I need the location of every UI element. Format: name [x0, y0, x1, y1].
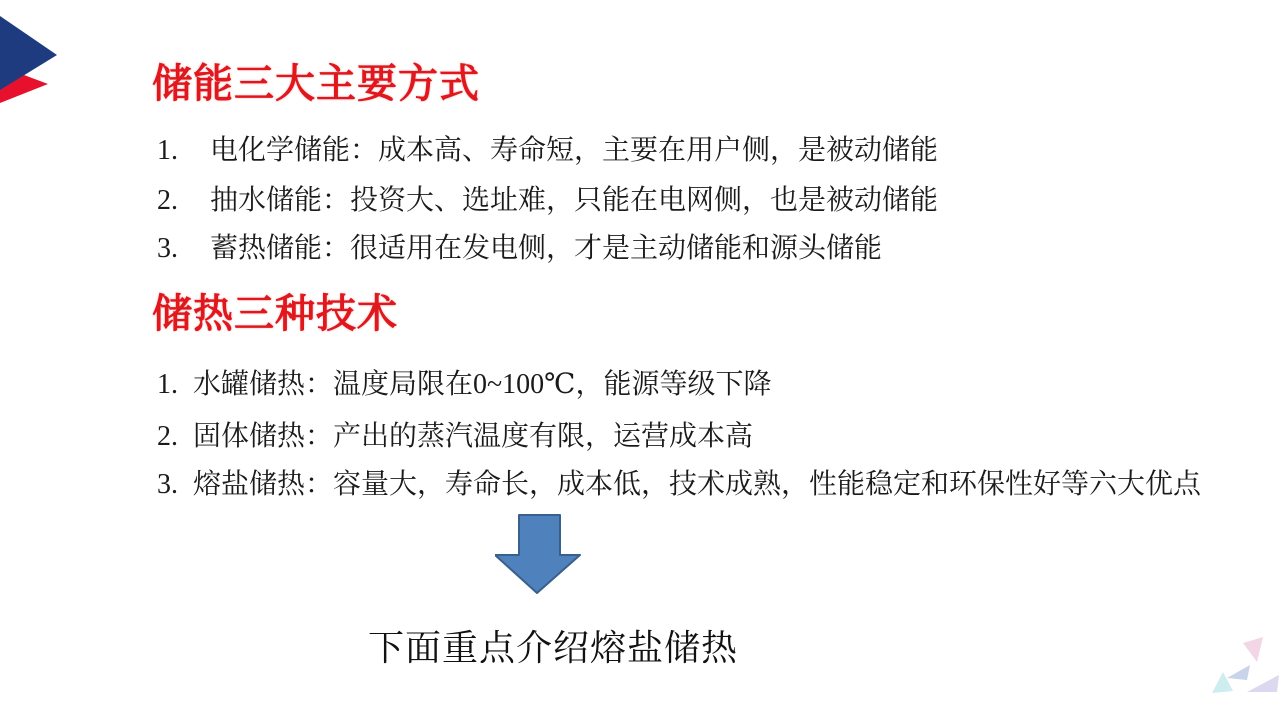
- list-item: [157, 368, 771, 402]
- list-item: [157, 420, 753, 454]
- list-item: [157, 184, 938, 218]
- list-item-text: 熔盐储热：容量大，寿命长，成本低，技术成熟，性能稳定和环保性好等六大优点: [193, 469, 1202, 500]
- list-item-text: 固体储热：产出的蒸汽温度有限，运营成本高: [193, 421, 754, 452]
- list-item-number: 2.: [157, 421, 178, 452]
- list-item-number: 3.: [157, 233, 178, 264]
- list-item-number: 1.: [157, 135, 178, 166]
- list-item-text: 抽水储能：投资大、选址难，只能在电网侧，也是被动储能: [210, 185, 939, 216]
- logo-lavender-triangle-icon: [1247, 675, 1279, 692]
- list-item-text: 蓄热储能：很适用在发电侧，才是主动储能和源头储能: [210, 233, 883, 264]
- list-item-text: 水罐储热：温度局限在0~100℃，能源等级下降: [193, 369, 772, 400]
- logo-watermark: [1205, 635, 1280, 697]
- corner-flag-decoration: [0, 0, 70, 110]
- conclusion-caption: 下面重点介绍熔盐储热: [368, 628, 739, 668]
- logo-cyan-triangle-icon: [1212, 672, 1233, 693]
- down-arrow-shape: [495, 515, 580, 593]
- section2-heading: 储热三种技术: [152, 292, 398, 336]
- list-item-number: 1.: [157, 369, 178, 400]
- list-item: [157, 468, 1201, 502]
- section1-heading: 储能三大主要方式: [152, 62, 480, 106]
- list-item: [157, 134, 938, 168]
- list-item: [157, 232, 882, 266]
- list-item-text: 电化学储能：成本高、寿命短，主要在用户侧，是被动储能: [210, 135, 939, 166]
- list-item-number: 3.: [157, 469, 178, 500]
- down-arrow-icon: [495, 513, 585, 595]
- logo-pink-triangle-icon: [1243, 637, 1263, 662]
- list-item-number: 2.: [157, 185, 178, 216]
- logo-bluegray-triangle-icon: [1227, 665, 1250, 680]
